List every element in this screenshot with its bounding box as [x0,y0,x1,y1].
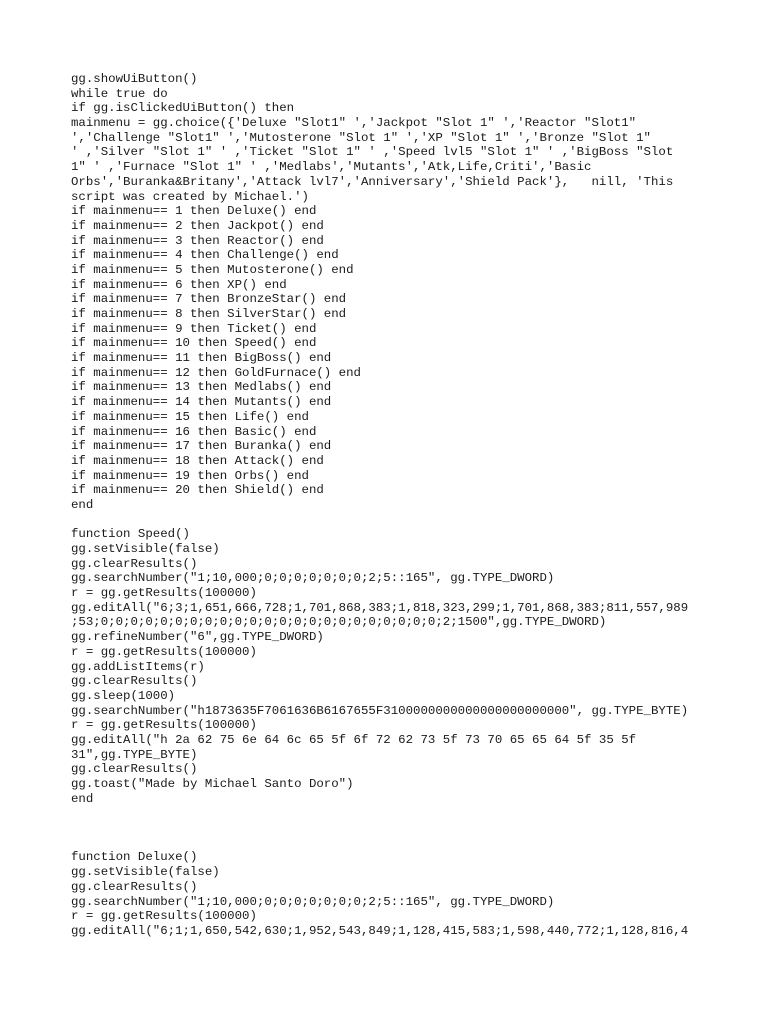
code-line: if mainmenu== 8 then SilverStar() end [71,307,347,321]
code-line: if mainmenu== 5 then Mutosterone() end [71,262,354,277]
code-line: if mainmenu== 2 then Jackpot() end [71,218,324,233]
code-line [71,513,711,528]
code-line: gg.searchNumber("1;10,000;0;0;0;0;0;0;0;2;5::165", gg.TYPE_DWORD) [71,571,555,586]
code-line: function Deluxe() [71,850,198,865]
code-line: if mainmenu== 11 then BigBoss() end [71,351,332,366]
code-line: gg.addListItems(r) [71,659,205,674]
code-line: gg.toast("Made by Michael Santo Doro") [71,777,354,791]
code-line: if mainmenu== 13 then Medlabs() end [71,380,332,395]
code-line: if mainmenu== 9 then Ticket() end [71,321,317,336]
code-line: gg.searchNumber("h1873635F7061636B6167655F3100000000000000000000000", gg.TYPE_BYTE) [71,703,689,718]
code-line: if mainmenu== 4 then Challenge() end [71,248,339,263]
code-line: if mainmenu== 19 then Orbs() end [71,468,309,483]
code-line [71,821,711,836]
code-line: gg.clearResults() [71,762,198,777]
code-line: if mainmenu== 1 then Deluxe() end [71,204,317,219]
code-line: Orbs','Buranka&Britany','Attack lvl7','Anniversary','Shield Pack'}, nill, 'This [71,174,674,189]
code-line: ','Challenge "Slot1" ','Mutosterone "Slot 1" ','XP "Slot 1" ','Bronze "Slot 1" [71,130,651,145]
code-line: 1" ' ,'Furnace "Slot 1" ' ,'Medlabs','Mutants','Atk,Life,Criti','Basic [71,160,592,175]
code-line: script was created by Michael.') [71,189,309,204]
code-line: if mainmenu== 6 then XP() end [71,277,287,292]
code-line: if mainmenu== 12 then GoldFurnace() end [71,365,361,380]
code-line: while true do [71,86,168,101]
code-line: mainmenu = gg.choice({'Deluxe "Slot1" ','Jackpot "Slot 1" ','Reactor "Slot1" [71,116,637,131]
code-line: if mainmenu== 20 then Shield() end [71,483,324,498]
code-line: r = gg.getResults(100000) [71,644,257,659]
code-line: end [71,497,94,512]
code-line [71,806,711,821]
code-line: end [71,791,94,806]
code-line: if mainmenu== 3 then Reactor() end [71,233,324,248]
code-line: gg.editAll("6;3;1,651,666,728;1,701,868,383;1,818,323,299;1,701,868,383;811,557,989 [71,600,689,615]
code-line: gg.searchNumber("1;10,000;0;0;0;0;0;0;0;2;5::165", gg.TYPE_DWORD) [71,894,555,909]
code-line: if mainmenu== 10 then Speed() end [71,336,317,351]
code-line: gg.clearResults() [71,674,198,689]
code-line: if mainmenu== 17 then Buranka() end [71,439,332,454]
code-line [71,836,711,851]
code-line: gg.clearResults() [71,556,198,571]
code-line: if mainmenu== 7 then BronzeStar() end [71,292,347,307]
code-document [71,72,711,939]
code-line: gg.editAll("h 2a 62 75 6e 64 6c 65 5f 6f 72 62 73 5f 73 70 65 65 64 5f 35 5f [71,732,637,747]
code-line: ;53;0;0;0;0;0;0;0;0;0;0;0;0;0;0;0;0;0;0;0;0;0;0;0;2;1500",gg.TYPE_DWORD) [71,615,607,630]
code-line: if mainmenu== 16 then Basic() end [71,424,317,439]
code-line: r = gg.getResults(100000) [71,586,257,601]
code-line: 31",gg.TYPE_BYTE) [71,747,198,762]
code-line: if mainmenu== 18 then Attack() end [71,453,324,468]
code-line: if mainmenu== 14 then Mutants() end [71,395,332,410]
code-line: r = gg.getResults(100000) [71,909,257,924]
code-line: gg.refineNumber("6",gg.TYPE_DWORD) [71,630,324,645]
code-line: function Speed() [71,527,190,542]
code-line: gg.showUiButton() [71,72,198,86]
code-line: if gg.isClickedUiButton() then [71,101,295,116]
code-line: if mainmenu== 15 then Life() end [71,409,309,424]
code-line: gg.editAll("6;1;1,650,542,630;1,952,543,849;1,128,415,583;1,598,440,772;1,128,816,4 [71,923,689,938]
code-line: gg.sleep(1000) [71,688,176,703]
code-line: r = gg.getResults(100000) [71,718,257,733]
code-line: ' ,'Silver "Slot 1" ' ,'Ticket "Slot 1" ' ,'Speed lvl5 "Slot 1" ' ,'BigBoss "Slot [71,145,674,160]
code-line: gg.setVisible(false) [71,542,220,556]
code-line: gg.clearResults() [71,879,198,894]
code-line: gg.setVisible(false) [71,865,220,880]
